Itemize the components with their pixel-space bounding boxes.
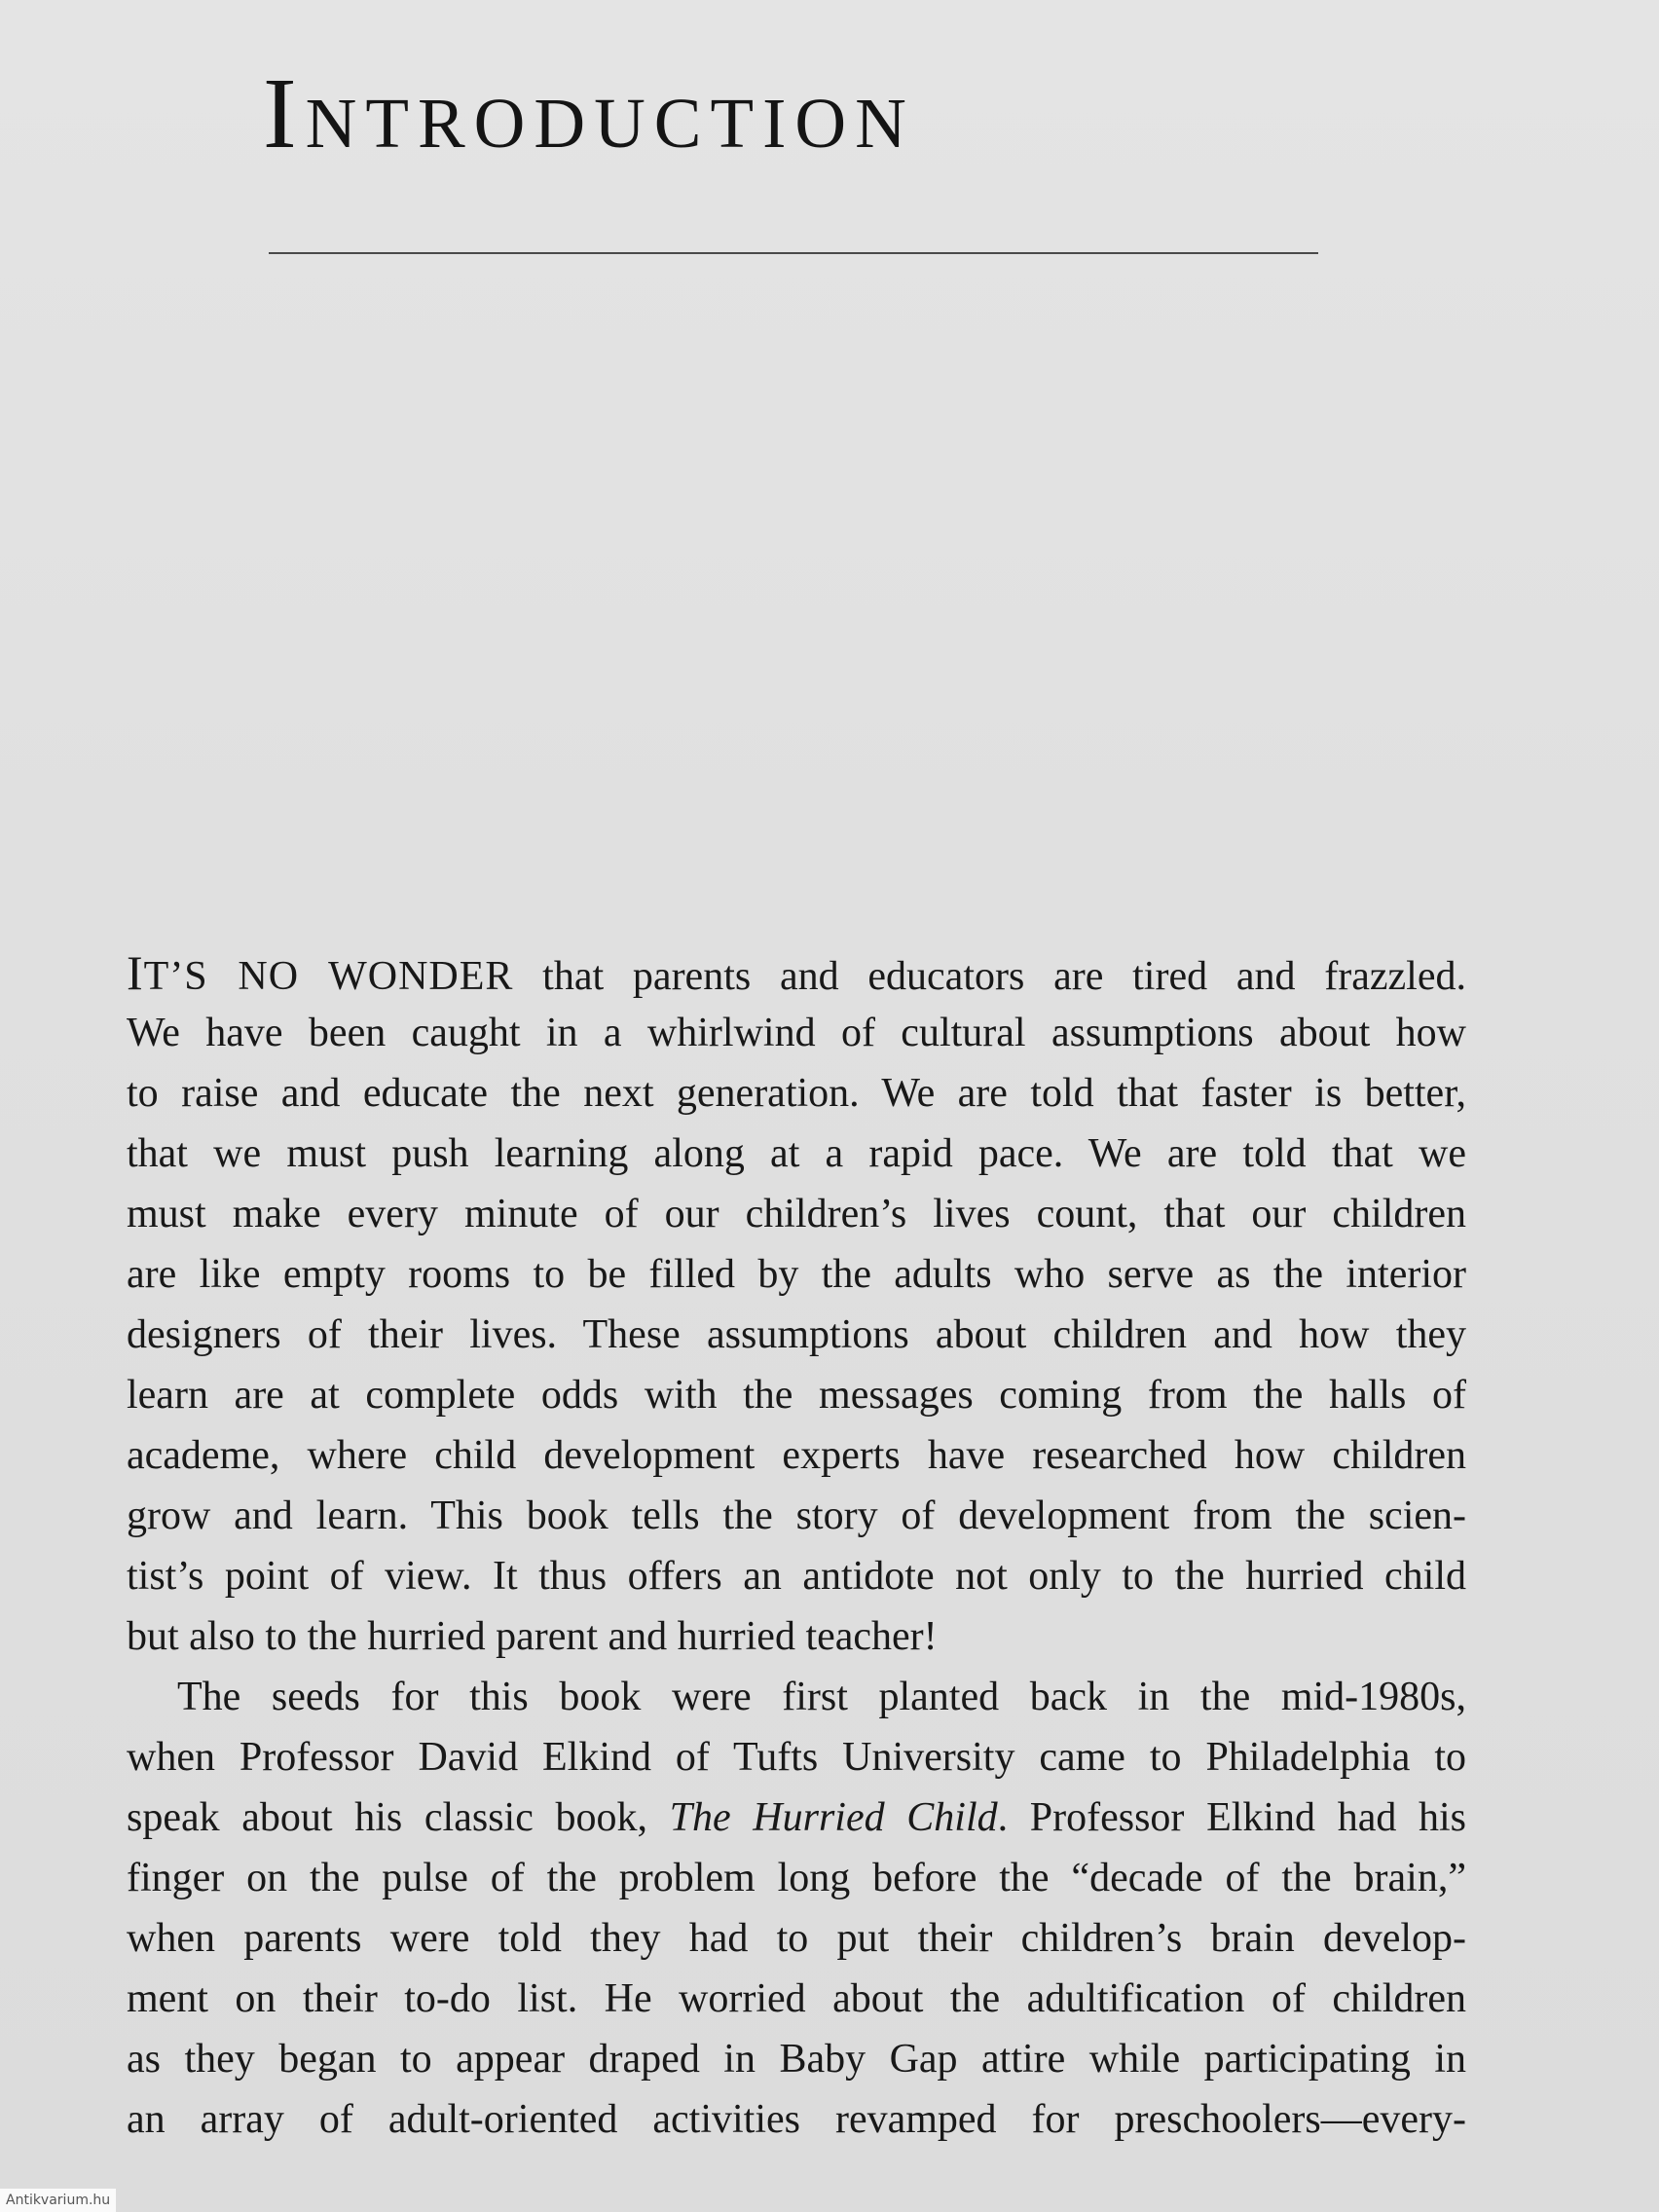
paragraph-1-line-7: designers of their lives. These assumptions about children and how they: [127, 1312, 1466, 1357]
paragraph-1-line-10: grow and learn. This book tells the story of development from the scien-: [127, 1493, 1466, 1538]
paragraph-2-line-5: when parents were told they had to put their children’s brain develop-: [127, 1916, 1466, 1961]
paragraph-1-line-5: must make every minute of our children’s lives count, that our children: [127, 1192, 1466, 1236]
lead-in-initial: I: [127, 945, 144, 1000]
lead-in-rest: T’S NO WONDER: [143, 954, 514, 999]
paragraph-1-line-1-text: that parents and educators are tired and frazzled.: [513, 954, 1466, 999]
paragraph-1-line-11: tist’s point of view. It thus offers an antidote not only to the hurried child: [127, 1554, 1466, 1599]
paragraph-2-line-1: The seeds for this book were first planted back in the mid-1980s,: [177, 1675, 1466, 1719]
paragraph-1-line-9: academe, where child development experts have researched how children: [127, 1433, 1466, 1478]
paragraph-2-line-4: finger on the pulse of the problem long before the “decade of the brain,”: [127, 1856, 1466, 1900]
paragraph-2-line-6: ment on their to-do list. He worried about the adultification of children: [127, 1976, 1466, 2021]
paragraph-1-line-3: to raise and educate the next generation. We are told that faster is better,: [127, 1071, 1466, 1116]
paragraph-1-line-2: We have been caught in a whirlwind of cultural assumptions about how: [127, 1011, 1466, 1055]
book-title: The Hurried Child: [669, 1795, 998, 1840]
paragraph-1-line-12: but also to the hurried parent and hurried teacher!: [127, 1614, 938, 1659]
paragraph-2-line-2: when Professor David Elkind of Tufts University came to Philadelphia to: [127, 1735, 1466, 1780]
paragraph-1-line-8: learn are at complete odds with the messages coming from the halls of: [127, 1373, 1466, 1418]
title-divider: [269, 252, 1318, 254]
paragraph-2-line-3-after: . Professor Elkind had his: [997, 1795, 1467, 1840]
paragraph-1-line-4: that we must push learning along at a rapid pace. We are told that we: [127, 1131, 1466, 1176]
watermark: Antikvarium.hu: [0, 2189, 116, 2212]
paragraph-1-line-1: [127, 942, 1466, 1003]
chapter-body: [127, 942, 1466, 2150]
lead-in-small-caps: [127, 945, 514, 1000]
paragraph-2-line-3: [127, 1788, 1466, 1848]
chapter-title: Introduction: [263, 57, 915, 169]
paragraph-1-line-6: are like empty rooms to be filled by the adults who serve as the interior: [127, 1252, 1466, 1297]
paragraph-2-line-8: an array of adult-oriented activities revamped for preschoolers—every-: [127, 2097, 1466, 2142]
paragraph-2-line-3-before: speak about his classic book,: [127, 1795, 670, 1840]
paragraph-2-line-7: as they began to appear draped in Baby Gap attire while participating in: [127, 2037, 1466, 2082]
